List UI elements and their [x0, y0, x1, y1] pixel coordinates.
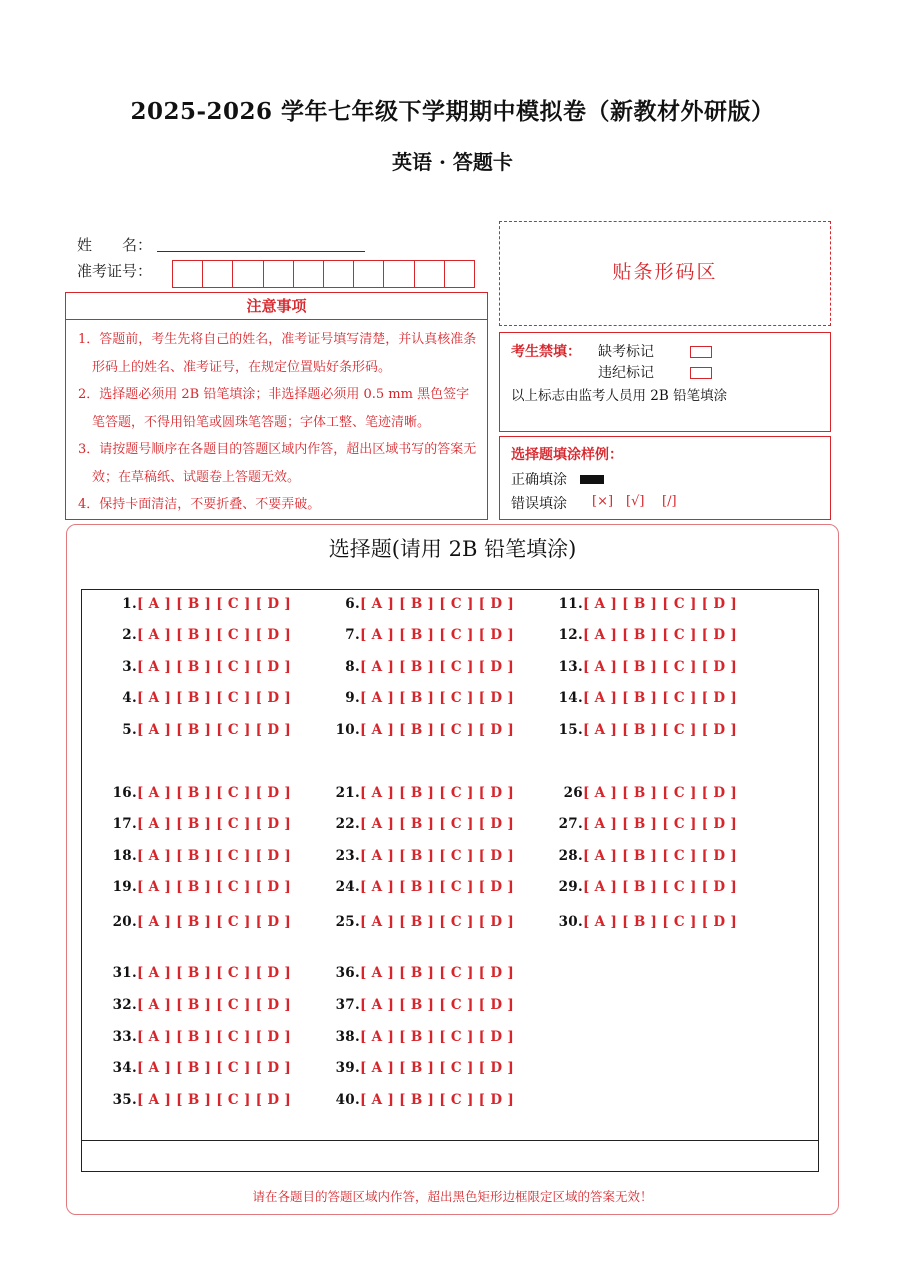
answer-options[interactable]: [ A ] [ B ] [ C ] [ D ] [137, 1029, 292, 1045]
exam-id-digit-box[interactable] [445, 261, 474, 287]
answer-options[interactable]: [ A ] [ B ] [ C ] [ D ] [137, 965, 292, 981]
notice-item: 4．保持卡面清洁，不要折叠、不要弄破。 [78, 497, 321, 512]
answer-options[interactable]: [ A ] [ B ] [ C ] [ D ] [137, 1060, 292, 1076]
question-number: 14. [558, 690, 583, 706]
exam-id-digit-box[interactable] [294, 261, 324, 287]
forbidden-box [499, 332, 831, 432]
answer-options[interactable]: [ A ] [ B ] [ C ] [ D ] [360, 879, 515, 895]
question-number: 25. [335, 914, 360, 930]
question-number: 10. [335, 722, 360, 738]
question-number: 28. [558, 848, 583, 864]
question-number: 1. [122, 596, 137, 612]
exam-id-digit-box[interactable] [233, 261, 263, 287]
question-number: 8. [345, 659, 360, 675]
exam-id-label: 准考证号： [77, 262, 153, 280]
answer-options[interactable]: [ A ] [ B ] [ C ] [ D ] [137, 627, 292, 643]
question-number: 9. [345, 690, 360, 706]
footer-note: 请在各题目的答题区域内作答，超出黑色矩形边框限定区域的答案无效！ [252, 1189, 653, 1204]
absent-mark-label: 缺考标记 [598, 344, 654, 360]
exam-id-digit-box[interactable] [203, 261, 233, 287]
violation-mark-label: 违纪标记 [598, 365, 654, 381]
answer-options[interactable]: [ A ] [ B ] [ C ] [ D ] [583, 785, 738, 801]
answer-options[interactable]: [ A ] [ B ] [ C ] [ D ] [583, 914, 738, 930]
question-number: 3. [122, 659, 137, 675]
wrong-mark-check: [√] [626, 494, 645, 509]
question-number: 13. [558, 659, 583, 675]
question-number: 31. [112, 965, 137, 981]
answer-options[interactable]: [ A ] [ B ] [ C ] [ D ] [137, 785, 292, 801]
question-number: 16. [112, 785, 137, 801]
answer-options[interactable]: [ A ] [ B ] [ C ] [ D ] [583, 722, 738, 738]
question-number: 5. [122, 722, 137, 738]
answer-options[interactable]: [ A ] [ B ] [ C ] [ D ] [360, 997, 515, 1013]
question-number: 20. [112, 914, 137, 930]
name-field[interactable] [157, 250, 365, 252]
question-number: 12. [558, 627, 583, 643]
exam-id-digit-box[interactable] [264, 261, 294, 287]
barcode-area [499, 221, 831, 326]
page-subtitle: 英语 · 答题卡 [392, 150, 513, 174]
question-number: 22. [335, 816, 360, 832]
question-number: 21. [335, 785, 360, 801]
question-number: 40. [335, 1092, 360, 1108]
forbidden-label: 考生禁填： [511, 344, 581, 360]
wrong-mark-slash: [/] [662, 494, 677, 509]
exam-id-digit-box[interactable] [173, 261, 203, 287]
answer-options[interactable]: [ A ] [ B ] [ C ] [ D ] [583, 690, 738, 706]
answer-options[interactable]: [ A ] [ B ] [ C ] [ D ] [137, 1092, 292, 1108]
answer-options[interactable]: [ A ] [ B ] [ C ] [ D ] [360, 659, 515, 675]
answer-options[interactable]: [ A ] [ B ] [ C ] [ D ] [360, 965, 515, 981]
question-number: 18. [112, 848, 137, 864]
question-number: 29. [558, 879, 583, 895]
absent-mark-box[interactable] [690, 346, 712, 358]
question-number: 7. [345, 627, 360, 643]
answer-options[interactable]: [ A ] [ B ] [ C ] [ D ] [137, 997, 292, 1013]
answer-options[interactable]: [ A ] [ B ] [ C ] [ D ] [360, 816, 515, 832]
choice-section-title: 选择题(请用 2B 铅笔填涂) [328, 537, 577, 561]
answer-options[interactable]: [ A ] [ B ] [ C ] [ D ] [137, 914, 292, 930]
answer-options[interactable]: [ A ] [ B ] [ C ] [ D ] [583, 659, 738, 675]
question-number: 39. [335, 1060, 360, 1076]
answer-options[interactable]: [ A ] [ B ] [ C ] [ D ] [137, 816, 292, 832]
question-number: 27. [558, 816, 583, 832]
exam-id-digit-box[interactable] [354, 261, 384, 287]
answer-options[interactable]: [ A ] [ B ] [ C ] [ D ] [137, 659, 292, 675]
question-number: 15. [558, 722, 583, 738]
question-number: 36. [335, 965, 360, 981]
exam-id-digit-box[interactable] [384, 261, 414, 287]
question-number: 4. [122, 690, 137, 706]
exam-id-digit-box[interactable] [324, 261, 354, 287]
barcode-label: 贴条形码区 [612, 261, 718, 283]
question-number: 35. [112, 1092, 137, 1108]
wrong-mark-cross: [×] [592, 494, 614, 509]
question-number: 26 [563, 785, 583, 801]
answer-options[interactable]: [ A ] [ B ] [ C ] [ D ] [360, 785, 515, 801]
forbidden-note: 以上标志由监考人员用 2B 铅笔填涂 [511, 388, 728, 404]
answer-frame-divider [81, 1140, 819, 1141]
question-number: 24. [335, 879, 360, 895]
question-number: 23. [335, 848, 360, 864]
answer-options[interactable]: [ A ] [ B ] [ C ] [ D ] [360, 1060, 515, 1076]
answer-options[interactable]: [ A ] [ B ] [ C ] [ D ] [583, 879, 738, 895]
answer-options[interactable]: [ A ] [ B ] [ C ] [ D ] [360, 722, 515, 738]
question-number: 11. [558, 596, 583, 612]
fill-example-box [499, 436, 831, 520]
correct-fill-mark [580, 475, 604, 484]
question-number: 6. [345, 596, 360, 612]
correct-fill-label: 正确填涂 [511, 472, 567, 488]
question-number: 32. [112, 997, 137, 1013]
answer-options[interactable]: [ A ] [ B ] [ C ] [ D ] [137, 722, 292, 738]
answer-options[interactable]: [ A ] [ B ] [ C ] [ D ] [583, 596, 738, 612]
exam-id-boxes[interactable] [172, 260, 475, 288]
question-number: 34. [112, 1060, 137, 1076]
answer-options[interactable]: [ A ] [ B ] [ C ] [ D ] [360, 690, 515, 706]
question-number: 2. [122, 627, 137, 643]
notice-box [65, 292, 488, 520]
question-number: 19. [112, 879, 137, 895]
answer-options[interactable]: [ A ] [ B ] [ C ] [ D ] [360, 1029, 515, 1045]
answer-options[interactable]: [ A ] [ B ] [ C ] [ D ] [583, 627, 738, 643]
question-number: 38. [335, 1029, 360, 1045]
fill-example-heading: 选择题填涂样例： [511, 447, 623, 463]
answer-options[interactable]: [ A ] [ B ] [ C ] [ D ] [360, 1092, 515, 1108]
answer-options[interactable]: [ A ] [ B ] [ C ] [ D ] [583, 816, 738, 832]
notice-item: 3．请按题号顺序在各题目的答题区域内作答，超出区域书写的答案无效；在草稿纸、试题卷上答题无效。 [78, 442, 477, 485]
question-number: 33. [112, 1029, 137, 1045]
answer-options[interactable]: [ A ] [ B ] [ C ] [ D ] [360, 914, 515, 930]
answer-options[interactable]: [ A ] [ B ] [ C ] [ D ] [137, 596, 292, 612]
answer-options[interactable]: [ A ] [ B ] [ C ] [ D ] [137, 848, 292, 864]
notice-item: 1．答题前，考生先将自己的姓名，准考证号填写清楚，并认真核准条形码上的姓名、准考证号，在规定位置贴好条形码。 [78, 332, 477, 375]
answer-options[interactable]: [ A ] [ B ] [ C ] [ D ] [583, 848, 738, 864]
notice-heading: 注意事项 [66, 293, 487, 320]
notice-item: 2．选择题必须用 2B 铅笔填涂；非选择题必须用 0.5 mm 黑色签字笔答题，不得用铅笔或圆珠笔答题；字体工整、笔迹清晰。 [78, 387, 470, 430]
wrong-fill-label: 错误填涂 [511, 496, 567, 512]
page-title: 2025-2026 学年七年级下学期期中模拟卷（新教材外研版） [130, 98, 775, 125]
question-number: 37. [335, 997, 360, 1013]
answer-options[interactable]: [ A ] [ B ] [ C ] [ D ] [360, 627, 515, 643]
question-number: 30. [558, 914, 583, 930]
answer-options[interactable]: [ A ] [ B ] [ C ] [ D ] [360, 596, 515, 612]
answer-options[interactable]: [ A ] [ B ] [ C ] [ D ] [360, 848, 515, 864]
question-number: 17. [112, 816, 137, 832]
name-label: 姓 名： [77, 236, 153, 254]
violation-mark-box[interactable] [690, 367, 712, 379]
answer-options[interactable]: [ A ] [ B ] [ C ] [ D ] [137, 879, 292, 895]
answer-options[interactable]: [ A ] [ B ] [ C ] [ D ] [137, 690, 292, 706]
exam-id-digit-box[interactable] [415, 261, 445, 287]
